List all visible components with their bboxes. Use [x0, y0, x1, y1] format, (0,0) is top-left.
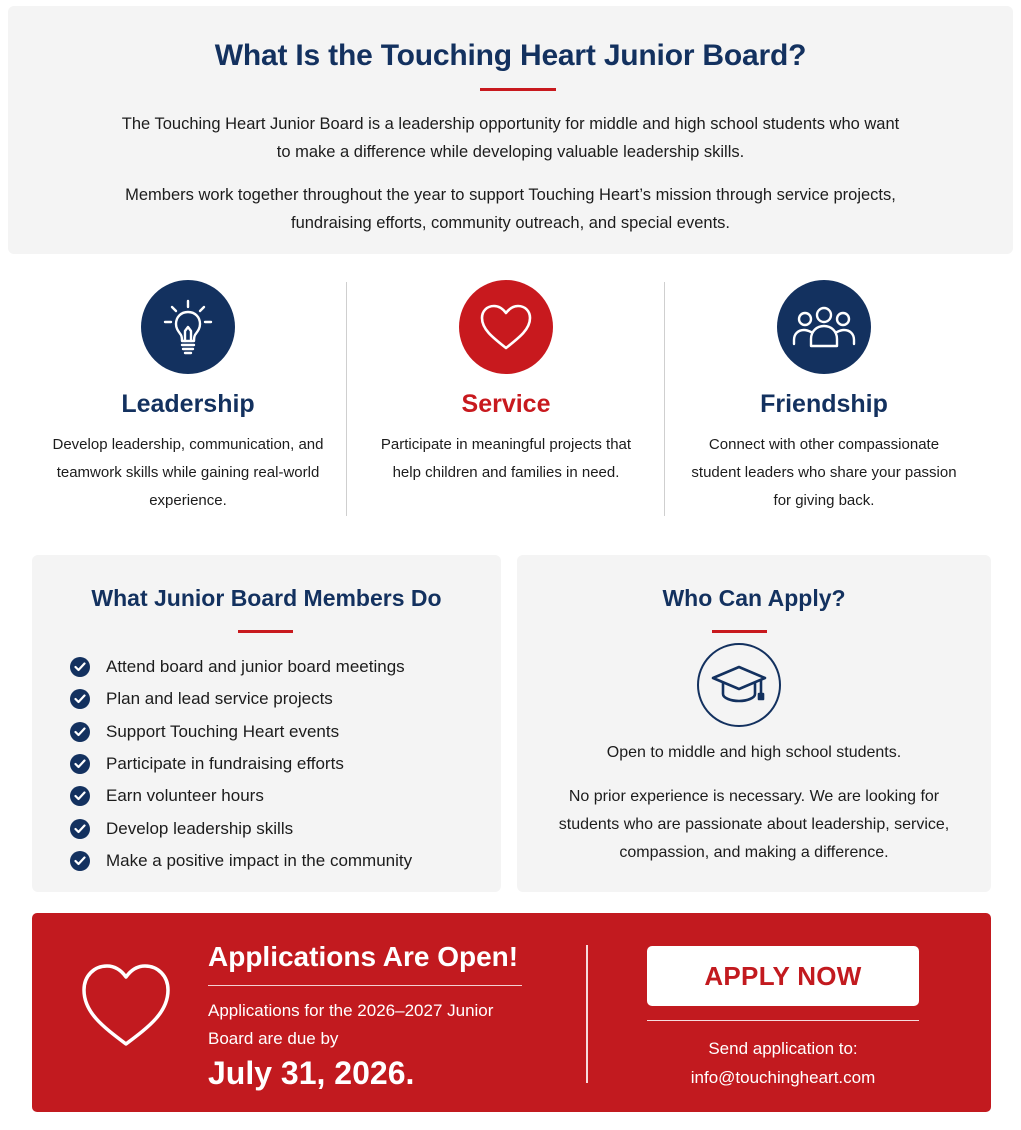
- list-item-label: Attend board and junior board meetings: [106, 657, 405, 677]
- check-icon: [70, 689, 90, 709]
- banner-title: Applications Are Open!: [208, 941, 519, 972]
- feature-leadership: [29, 280, 347, 520]
- feature-title-friendship: Friendship: [760, 390, 888, 418]
- title-underline: [480, 88, 556, 91]
- who-can-apply-card: [517, 555, 991, 892]
- members-title: What Junior Board Members Do: [91, 585, 442, 611]
- list-item: [70, 651, 412, 683]
- lightbulb-icon: [141, 280, 235, 374]
- heart-outline-icon: [80, 958, 172, 1050]
- list-item-label: Support Touching Heart events: [106, 721, 340, 741]
- apply-description: No prior experience is necessary. We are looking for students who are passionate about leadership, service, compassion, and making a difference.: [558, 788, 950, 861]
- list-item: [70, 683, 412, 715]
- graduation-cap-icon: [697, 643, 781, 727]
- people-group-icon: [777, 280, 871, 374]
- list-item: [70, 845, 412, 877]
- banner-divider: [647, 1020, 919, 1021]
- list-item: [70, 748, 412, 780]
- members-list: [70, 651, 412, 877]
- feature-text-service: Participate in meaningful projects that help children and families in need.: [380, 436, 632, 481]
- heart-icon: [459, 280, 553, 374]
- apply-title-underline: [712, 630, 767, 633]
- list-item-label: Develop leadership skills: [106, 818, 294, 838]
- list-item-label: Participate in fundraising efforts: [106, 754, 344, 774]
- due-text: Applications for the 2026–2027 Junior Board are due by: [208, 1001, 494, 1048]
- list-item-label: Make a positive impact in the community: [106, 850, 413, 870]
- feature-title-leadership: Leadership: [121, 390, 255, 418]
- feature-friendship: [665, 280, 983, 520]
- list-item: [70, 716, 412, 748]
- members-title-underline: [238, 630, 293, 633]
- feature-text-leadership: Develop leadership, communication, and teamwork skills while gaining real-world experience.: [52, 436, 324, 509]
- page-title: What Is the Touching Heart Junior Board?: [214, 39, 807, 72]
- check-icon: [70, 722, 90, 742]
- check-icon: [70, 657, 90, 677]
- apply-now-button[interactable]: APPLY NOW: [647, 946, 919, 1006]
- check-icon: [70, 786, 90, 806]
- send-label: Send application to:: [708, 1039, 858, 1058]
- email-link[interactable]: info@touchingheart.com: [690, 1068, 876, 1087]
- list-item: [70, 812, 412, 844]
- feature-service: [347, 280, 665, 520]
- feature-title-service: Service: [461, 390, 551, 418]
- applications-banner: [32, 913, 991, 1112]
- check-icon: [70, 851, 90, 871]
- list-item-label: Plan and lead service projects: [106, 689, 333, 709]
- banner-vertical-divider: [586, 945, 588, 1083]
- intro-section: [8, 6, 1013, 254]
- banner-divider: [208, 985, 522, 986]
- intro-paragraph-1: The Touching Heart Junior Board is a leadership opportunity for middle and high school students who want to make a difference while developing valuable leadership skills.: [121, 115, 900, 161]
- check-icon: [70, 754, 90, 774]
- apply-eligibility: Open to middle and high school students.: [606, 744, 902, 761]
- due-date: July 31, 2026.: [208, 1055, 415, 1091]
- check-icon: [70, 819, 90, 839]
- list-item: [70, 780, 412, 812]
- list-item-label: Earn volunteer hours: [106, 786, 264, 806]
- members-card: [32, 555, 501, 892]
- intro-paragraph-2: Members work together throughout the year to support Touching Heart’s mission through service projects, fundraising efforts, community outreach, and special events.: [125, 186, 896, 232]
- apply-title: Who Can Apply?: [662, 585, 846, 611]
- send-application-info: [632, 1034, 934, 1092]
- feature-text-friendship: Connect with other compassionate student leaders who share your passion for giving back.: [691, 436, 957, 509]
